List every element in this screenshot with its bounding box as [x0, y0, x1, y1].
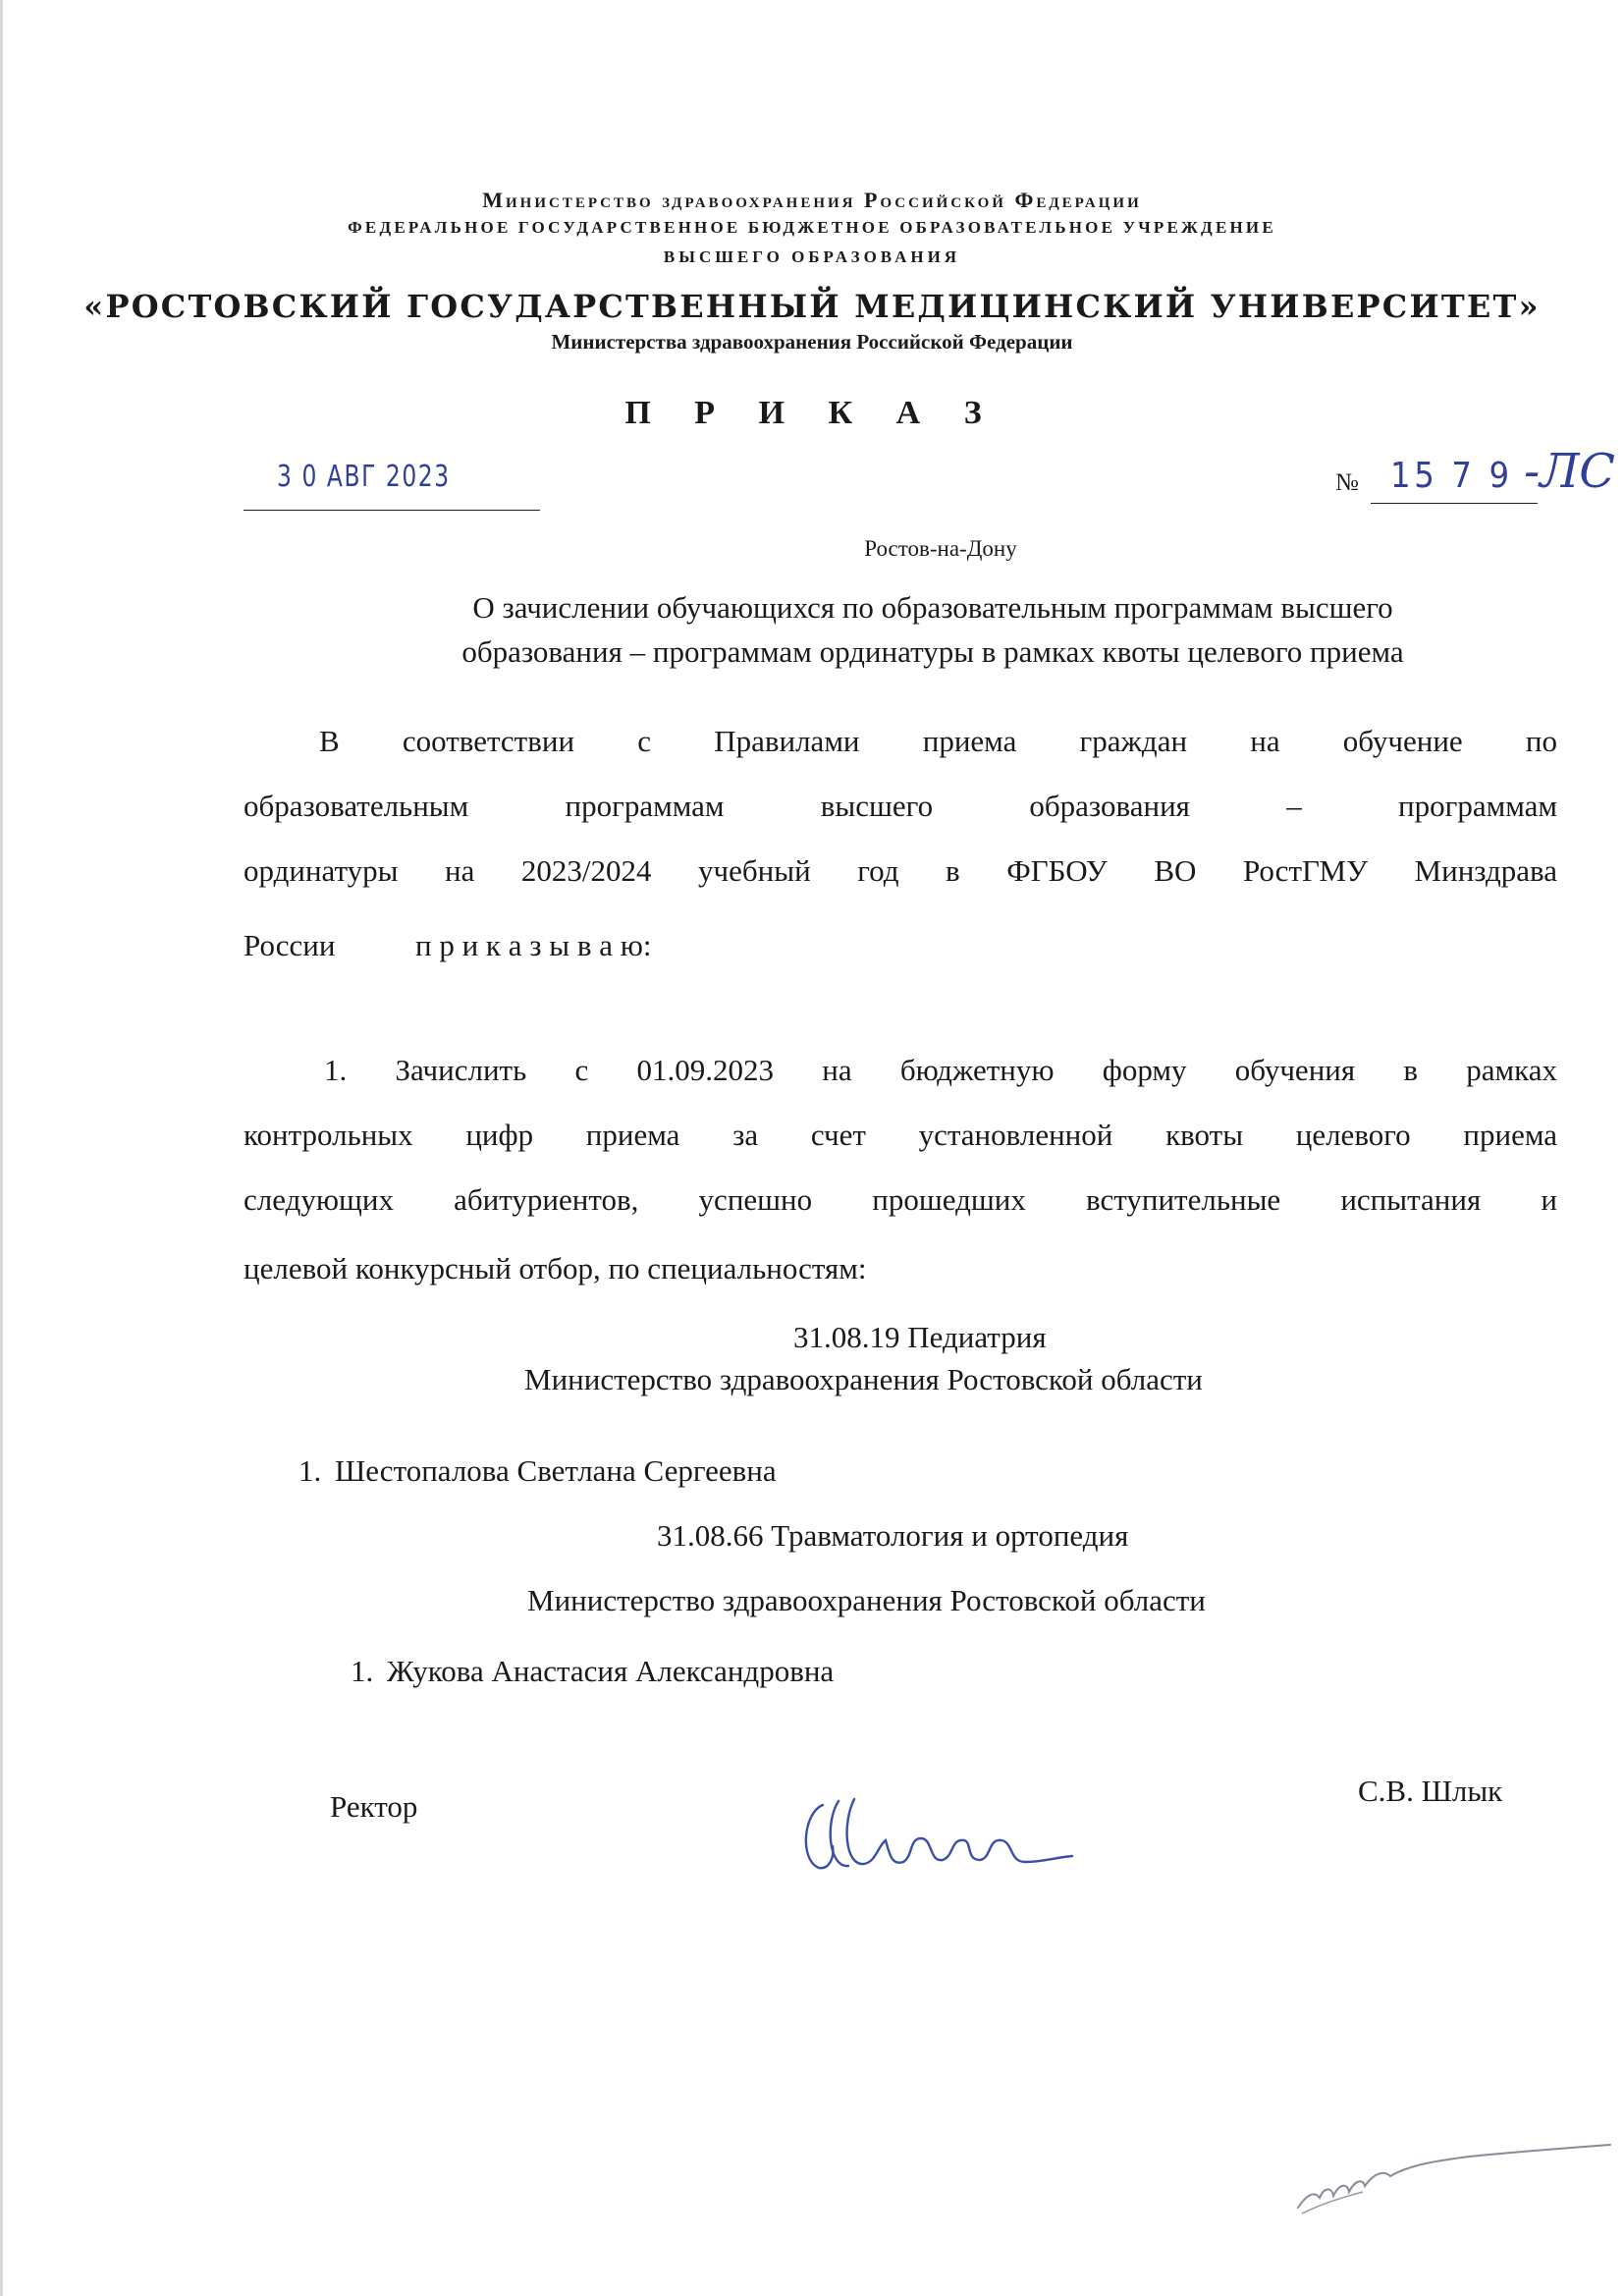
student-number: 1.: [351, 1654, 374, 1688]
clause-line: следующих абитуриентов, успешно прошедших вступительные испытания и: [244, 1182, 1557, 1217]
preamble-line: образовательным программам высшего образования – программам: [244, 789, 1557, 823]
signer-role: Ректор: [330, 1789, 418, 1824]
order-city: Ростов-на-Дону: [864, 536, 1017, 561]
order-number-label: №: [1335, 469, 1359, 496]
student-list-item: [298, 1453, 777, 1489]
student-name: Шестопалова Светлана Сергеевна: [335, 1453, 777, 1488]
order-subject-line: образования – программам ординатуры в рамках квоты целевого приема: [461, 634, 1404, 669]
clause-line: целевой конкурсный отбор, по специальностям:: [244, 1251, 867, 1285]
preamble-line: В соответствии с Правилами приема граждан на обучение по: [319, 724, 1557, 758]
preamble-line: ординатуры на 2023/2024 учебный год в ФГБОУ ВО РостГМУ Минздрава: [244, 853, 1557, 888]
order-title: П Р И К А З: [624, 395, 1000, 431]
clause-line: 1. Зачислить с 01.09.2023 на бюджетную форму обучения в рамках: [324, 1053, 1557, 1087]
student-list-item: [351, 1654, 834, 1689]
order-number-handwritten-suffix: -ЛС: [1524, 444, 1615, 499]
preamble-command: п р и к а з ы в а ю:: [415, 928, 652, 962]
order-number-underline: [1371, 503, 1538, 504]
specialty-customer: Министерство здравоохранения Ростовской области: [524, 1362, 1203, 1396]
specialty-title: 31.08.66 Травматология и ортопедия: [657, 1518, 1129, 1553]
header-university-name: «РОСТОВСКИЙ ГОСУДАРСТВЕННЫЙ МЕДИЦИНСКИЙ УНИВЕРСИТЕТ»: [83, 288, 1541, 325]
date-stamp: 3 0 АВГ 2023: [277, 460, 451, 494]
order-number-stamp: 15 7 9: [1390, 456, 1513, 496]
clause-line: контрольных цифр приема за счет установленной квоты целевого приема: [244, 1118, 1557, 1152]
header-university-subtitle: Министерства здравоохранения Российской Федерации: [551, 330, 1073, 354]
specialty-customer: Министерство здравоохранения Ростовской области: [527, 1583, 1206, 1617]
student-number: 1.: [298, 1453, 322, 1488]
header-institution-type: ФЕДЕРАЛЬНОЕ ГОСУДАРСТВЕННОЕ БЮДЖЕТНОЕ ОБРАЗОВАТЕЛЬНОЕ УЧРЕЖДЕНИЕ: [348, 218, 1276, 237]
preamble-line-start: России: [244, 928, 336, 962]
order-subject-line: О зачислении обучающихся по образовательным программам высшего: [472, 590, 1393, 625]
signer-name: С.В. Шлык: [1358, 1774, 1503, 1808]
rector-signature: [795, 1783, 1080, 1891]
student-name: Жукова Анастасия Александровна: [387, 1654, 835, 1688]
approval-initials: [1292, 2143, 1616, 2219]
header-ministry: Министерство здравоохранения Российской Федерации: [482, 188, 1142, 212]
header-education-level: ВЫСШЕГО ОБРАЗОВАНИЯ: [663, 247, 961, 266]
order-subject: [295, 585, 1571, 674]
specialty-title: 31.08.19 Педиатрия: [793, 1320, 1047, 1354]
date-underline: [244, 510, 540, 511]
